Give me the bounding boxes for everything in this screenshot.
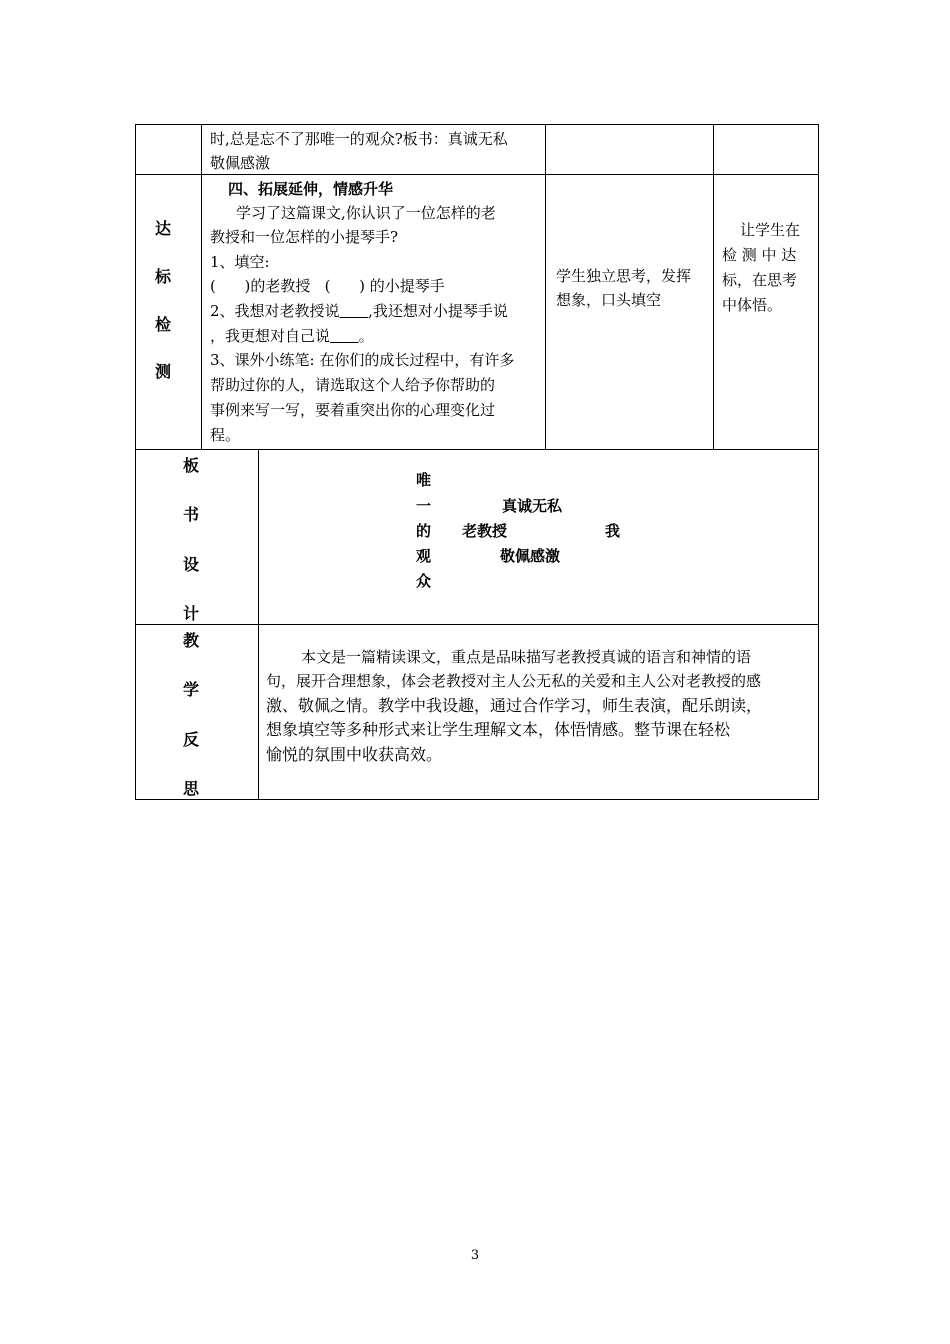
design-intent: 让学生在	[740, 221, 801, 239]
reflection-line: 激、敬佩之情。教学中我设趣，通过合作学习，师生表演，配乐朗读，	[266, 696, 763, 715]
reflection-line: 想象填空等多种形式来让学生理解文本，体悟情感。整节课在轻松	[266, 720, 731, 739]
board-word-right: 我	[605, 522, 621, 540]
student-activity: 想象，口头填空	[556, 291, 662, 309]
row-label-char: 检	[154, 315, 171, 334]
item-2-line	[210, 299, 508, 323]
blank-underline	[330, 327, 359, 345]
row-label-char: 计	[182, 604, 199, 623]
board-title-char: 观	[416, 547, 432, 565]
board-title-char: 众	[416, 572, 432, 590]
item-2-text: 。	[358, 327, 374, 345]
item-1-blanks: ( )的老教授 ( ) 的小提琴手	[210, 277, 445, 295]
row-label-char: 学	[182, 680, 199, 699]
table-divider	[135, 449, 819, 450]
row-label-char: 设	[182, 555, 199, 574]
row-label-char: 思	[182, 779, 199, 798]
reflection-line: 本文是一篇精读课文，重点是品味描写老教授真诚的语言和神情的语	[301, 648, 752, 666]
row-label-char: 达	[154, 219, 171, 238]
page-number: 3	[470, 1248, 480, 1263]
row-label-char: 书	[182, 505, 199, 524]
item-3-line: 帮助过你的人，请选取这个人给予你帮助的	[210, 376, 496, 394]
row-label-char: 测	[154, 362, 171, 381]
table-divider	[258, 449, 259, 800]
item-3-line: 3、课外小练笔: 在你们的成长过程中，有许多	[210, 351, 515, 369]
table-border-left	[135, 124, 136, 800]
item-3-line: 事例来写一写，要着重突出你的心理变化过	[210, 401, 496, 419]
table-divider	[545, 124, 546, 450]
board-word-center: 老教授	[462, 522, 508, 540]
section-title: 四、拓展延伸，情感升华	[228, 180, 394, 198]
row-label-char: 教	[182, 631, 199, 650]
board-word-top: 真诚无私	[502, 497, 563, 515]
design-intent: 标，在思考	[722, 271, 798, 289]
row-label-char: 板	[182, 456, 199, 475]
item-2-line	[210, 324, 374, 348]
table-border-bottom	[135, 799, 819, 800]
item-2-text: ,我还想对小提琴手说	[368, 302, 508, 320]
board-word-bottom: 敬佩感激	[500, 547, 561, 565]
continuation-line: 敬佩感激	[210, 154, 271, 172]
reflection-line: 愉悦的氛围中收获高效。	[266, 745, 443, 764]
intro-line: 学习了这篇课文,你认识了一位怎样的老	[236, 204, 496, 222]
board-title-char: 唯	[416, 471, 432, 489]
table-divider	[201, 124, 202, 450]
table-divider	[713, 124, 714, 450]
reflection-line: 句，展开合理想象，体会老教授对主人公无私的关爱和主人公对老教授的感	[266, 672, 762, 690]
student-activity: 学生独立思考，发挥	[556, 267, 692, 285]
continuation-line: 时,总是忘不了那唯一的观众?板书：真诚无私	[210, 130, 508, 148]
item-2-text: ，我更想对自己说	[210, 327, 331, 345]
row-label-char: 反	[182, 730, 199, 749]
item-2-text: 2、我想对老教授说	[210, 302, 340, 320]
table-border-right	[818, 124, 819, 800]
item-1-label: 1、填空:	[210, 253, 270, 271]
blank-underline	[340, 302, 369, 320]
table-border-top	[135, 124, 819, 125]
board-title-char: 一	[416, 497, 432, 515]
design-intent: 中体悟。	[722, 296, 783, 314]
item-3-line: 程。	[210, 426, 241, 444]
table-divider	[135, 624, 819, 625]
design-intent: 检 测 中 达	[722, 246, 797, 264]
intro-line: 教授和一位怎样的小提琴手?	[210, 228, 399, 246]
board-title-char: 的	[416, 522, 432, 540]
row-label-char: 标	[154, 267, 171, 286]
